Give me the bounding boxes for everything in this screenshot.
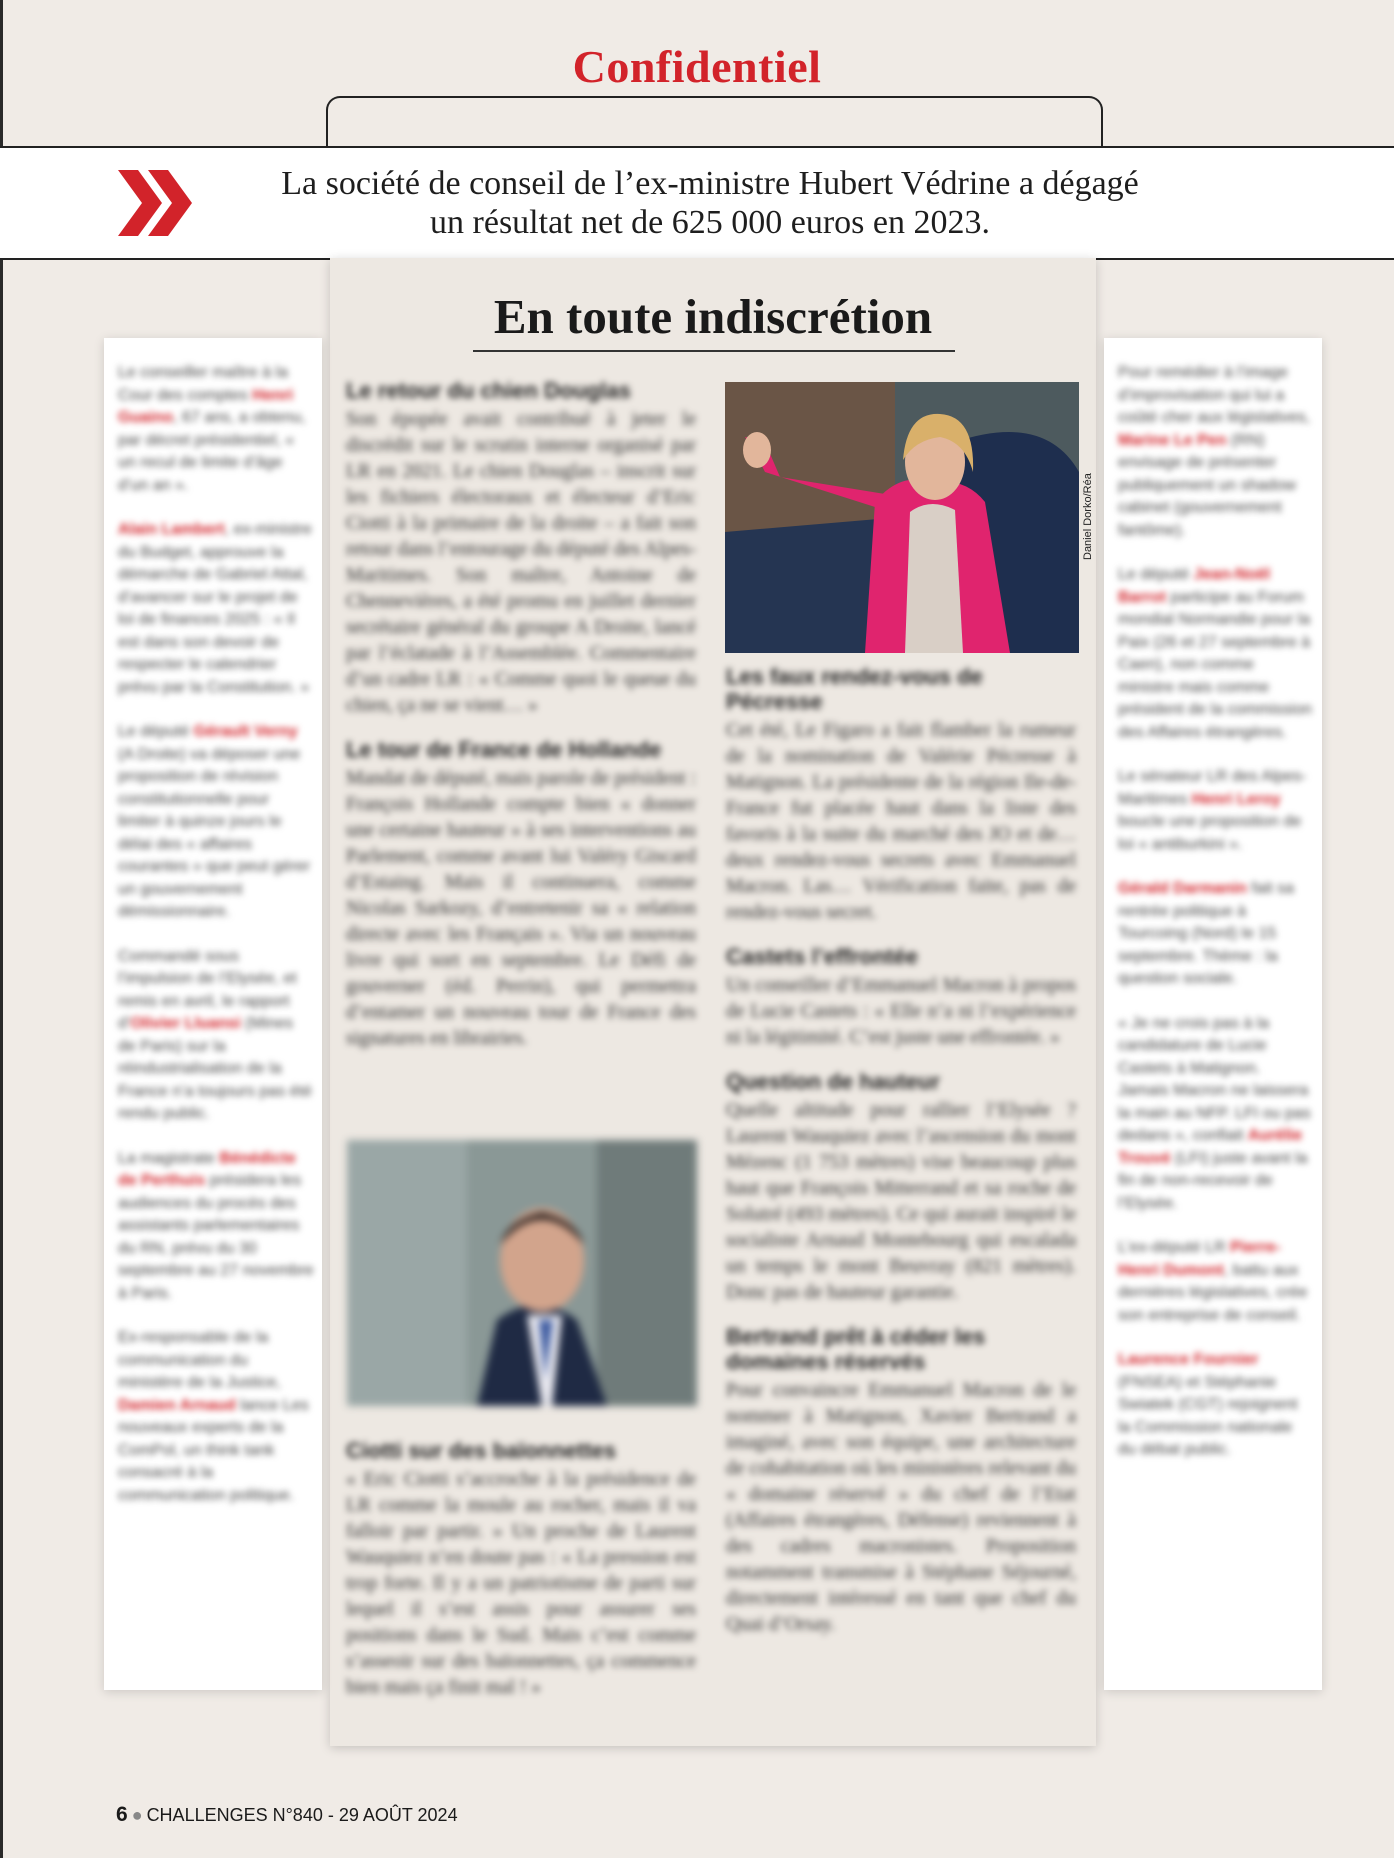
article-douglas — [346, 378, 696, 719]
sidebar-note — [1118, 564, 1314, 744]
note-text: , ex-ministre du Budget, approuve la démarche de Gabriel Attal, d’avancer sur le projet de loi de finances 2025 : « Il est dans son devoir de respecter le calendrier prévu par la Constitution. » — [118, 521, 312, 696]
sidebar-note — [118, 1148, 314, 1306]
article-bertrand — [726, 1324, 1076, 1638]
note-text: (LFI) juste avant la fin de non-recevoir de l’Elysée. — [1118, 1149, 1308, 1212]
right-sidebar — [1104, 338, 1322, 1690]
note-text: participe au Forum mondial Normandie pour la Paix (26 et 27 septembre à Caen), non comme ministre mais comme président de la commission des Affaires étrangères. — [1118, 588, 1312, 741]
note-text: (Mines de Paris) sur la réindustrialisation de la France n’a toujours pas été rendu public. — [118, 1015, 312, 1122]
note-person-name: Aurélie Trouvé — [1118, 1127, 1303, 1167]
article-title: Castets l’effrontée — [726, 944, 918, 969]
note-person-name: Marine Le Pen — [1118, 431, 1227, 449]
article-title: Le tour de France de Hollande — [346, 737, 662, 762]
sidebar-note — [118, 519, 314, 699]
hollande-photo — [347, 1140, 697, 1406]
sidebar-note — [118, 946, 314, 1126]
note-text: boucle une proposition de loi « antiburkini ». — [1118, 813, 1302, 853]
article-title: Question de hauteur — [726, 1069, 940, 1094]
article-body: Cet été, Le Figaro a fait flamber la rumeur de la nomination de Valérie Pécresse à Matignon. La présidente de la région Ile-de-France fut placée haut dans la liste des favoris à la suite du marché des JO et de… deux rendez-vous secrets avec Emmanuel Macron. Las… Vérification faite, pas de rendez-vous secret. — [726, 720, 1076, 923]
article-body: Quelle altitude pour rallier l’Elysée ? Laurent Wauquiez avec l’ascension du mont Mézenc (1 753 mètres) vise beaucoup plus haut que François Mitterrand et sa roche de Solutré (493 mètres). Ce qui aurait inspiré le socialiste Arnaud Montebourg qui escalada un temps le mont Beuvray (821 mètres). Donc pas de hauteur garantie. — [726, 1100, 1076, 1303]
article-title: Bertrand prêt à céder les domaines réservés — [726, 1324, 986, 1374]
footer-dot-icon: ● — [131, 1805, 143, 1825]
note-person-name: Laurence Fournier — [1118, 1351, 1259, 1368]
note-person-name: Jean-Noël Barrot — [1118, 566, 1271, 606]
sidebar-note — [118, 721, 314, 924]
right-sidebar-text — [1118, 362, 1314, 1484]
publication-info: CHALLENGES N°840 - 29 AOÛT 2024 — [146, 1805, 458, 1825]
photo-credit: Daniel Dorko/Réa — [1082, 473, 1094, 560]
note-person-name: Pierre-Henri Dumont — [1118, 1239, 1281, 1279]
article-title: Ciotti sur des baïonnettes — [346, 1438, 617, 1463]
note-person-name: Gérault Verny — [193, 723, 298, 740]
section-kicker: Confidentiel — [572, 41, 822, 92]
article-body: Un conseiller d’Emmanuel Macron à propos de Lucie Castets : « Elle n’a ni l’expérience ni la légitimité. C’est juste une effrontée. » — [726, 975, 1076, 1048]
sidebar-note — [118, 1327, 314, 1507]
note-person-name: Gérald Darmanin — [1118, 880, 1247, 897]
article-body: Pour convaincre Emmanuel Macron de le nommer à Matignon, Xavier Bertrand a imaginé, avec son équipe, une architecture de cohabitation où les ministères relevant du « domaine réservé » du chef de l’Etat (Affaires étrangères, Défense) reviennent à des cadres macronistes. Proposition notamment transmise à Stéphane Séjourné, directement intéressé en tant que chef du Quai d’Orsay. — [726, 1380, 1076, 1635]
note-person-name: Bénédicte de Perthuis — [118, 1149, 296, 1189]
double-chevron-icon — [118, 170, 194, 236]
headline-banner — [0, 146, 1394, 260]
article-body: « Eric Ciotti s’accroche à la présidence de LR comme la moule au rocher, mais il va falloir par partir. » Un proche de Laurent Wauquiez n’en doute pas : « La pression est trop forte. Il y a un patriotisme de parti sur lequel il s’est assis pour assurer ses positions dans le Sud. Mais c’est comme s’asseoir sur des baïonnettes, ça commence bien mais ça finit mal ! » — [346, 1469, 696, 1698]
sidebar-note — [1118, 1237, 1314, 1327]
note-text: Le député — [118, 723, 194, 740]
note-person-name: Henri Leroy — [1191, 790, 1281, 808]
pecresse-photo — [725, 382, 1079, 653]
sidebar-note — [1118, 766, 1314, 856]
note-person-name: Olivier Lluansi — [130, 1015, 241, 1032]
note-text: Ex-responsable de la communication du ministère de la Justice, — [118, 1329, 281, 1391]
panel-title-rule — [473, 350, 955, 352]
article-column-left-bottom — [346, 1438, 696, 1719]
article-body: Son épopée avait contribué à jeter le discrédit sur le scrutin interne organisé par LR en 2021. Le chien Douglas – inscrit sur les fichiers électoraux et électeur d’Eric Ciotti à la primaire de la droite – a fait son retour dans l’entourage du député des Alpes-Maritimes. Son maître, Antoine de Chennevières, a été promu en juillet dernier secrétaire général du groupe A Droite, lancé par l’éclatade à l’Assemblée. Commentaire d’un cadre LR : « Comme quoi le queue du chien, ça ne se vient… » — [346, 409, 696, 716]
note-text: , 67 ans, a obtenu, par décret présidentiel, « un recul de limite d’âge d’un an ». — [118, 409, 306, 494]
banner-line-1: La société de conseil de l’ex-ministre Hubert Védrine a dégagé — [281, 165, 1139, 202]
banner-text — [230, 164, 1190, 242]
note-text: , battu aux dernières législatives, crée son entreprise de conseil. — [1118, 1261, 1308, 1324]
article-pecresse — [726, 664, 1076, 926]
note-text: L’ex-député LR — [1118, 1239, 1231, 1256]
article-hollande — [346, 737, 696, 1052]
left-sidebar — [104, 338, 322, 1690]
page-number: 6 — [116, 1803, 128, 1826]
note-text: Le conseiller maître à la Cour des comptes — [118, 364, 288, 404]
note-text: (A Droite) va déposer une proposition de révision constitutionnelle pour limiter à quinze jours le délai des « affaires courantes » que peut gérer un gouvernement démissionnaire. — [118, 745, 311, 920]
note-text: lance Les nouveaux experts de la ComPol, un think tank consacré à la communication politique. — [118, 1396, 309, 1504]
article-ciotti — [346, 1438, 696, 1701]
note-text: Commandé sous l’impulsion de l’Elysée, et remis en avril, le rapport d’ — [118, 947, 297, 1032]
note-text: Le député — [1118, 566, 1194, 583]
sidebar-note — [118, 362, 314, 497]
left-margin-rule — [0, 0, 3, 1858]
note-text: La magistrate — [118, 1149, 220, 1167]
page-footer — [116, 1803, 458, 1827]
sidebar-note — [1118, 1349, 1314, 1462]
note-text: présidera les audiences du procès des assistants parlementaires du RN, prévu du 30 septembre au 27 novembre à Paris. — [118, 1172, 314, 1302]
note-person-name: Alain Lambert — [118, 521, 225, 538]
note-text: Le sénateur LR des Alpes-Maritimes — [1118, 768, 1307, 808]
article-title: Le retour du chien Douglas — [346, 378, 631, 403]
note-text: « Je ne crois pas à la candidature de Lucie Castets à Matignon. Jamais Macron ne laissera la main au NFP. LFI ou pas dedans », confiait — [1118, 1014, 1311, 1144]
panel-frame-top — [326, 96, 1103, 148]
note-text: Pour remédier à l’image d’improvisation qui lui a coûté cher aux législatives, — [1118, 364, 1311, 426]
left-sidebar-text — [118, 362, 314, 1529]
banner-line-2: un résultat net de 625 000 euros en 2023. — [430, 204, 990, 241]
note-text: (RN) envisage de présenter publiquement un shadow cabinet (gouvernement fantôme). — [1118, 431, 1296, 539]
sidebar-note — [1118, 1013, 1314, 1216]
article-title: Les faux rendez-vous de Pécresse — [726, 664, 983, 714]
note-person-name: Henri Guaino — [118, 386, 294, 426]
article-body: Mandat de député, mais parole de président : François Hollande compte bien « donner une certaine hauteur » à ses interventions au Parlement, comme avant lui Valéry Giscard d’Estaing. Mais il continuera, comme Nicolas Sarkozy, d’entretenir sa « relation directe avec les Français ». Via un nouveau livre qui sort en septembre. Le Défi de gouverner (éd. Perrin), qui permettra d’entamer un nouveau tour de France des signatures en librairies. — [346, 768, 696, 1049]
note-text: fait sa rentrée politique à Tourcoing (Nord) le 15 septembre. Thème : la question sociale. — [1118, 880, 1295, 987]
note-person-name: Damien Arnaud — [118, 1396, 236, 1414]
sidebar-note — [1118, 362, 1314, 542]
note-text: (FNSEA) et Stéphanie Swiatek (CGT) rejoignent la Commission nationale du débat public. — [1118, 1373, 1298, 1458]
article-column-left — [346, 378, 696, 1070]
panel-title: En toute indiscrétion — [493, 289, 933, 344]
article-hauteur — [726, 1069, 1076, 1306]
sidebar-note — [1118, 878, 1314, 991]
article-column-right — [726, 664, 1076, 1656]
article-castets — [726, 944, 1076, 1051]
